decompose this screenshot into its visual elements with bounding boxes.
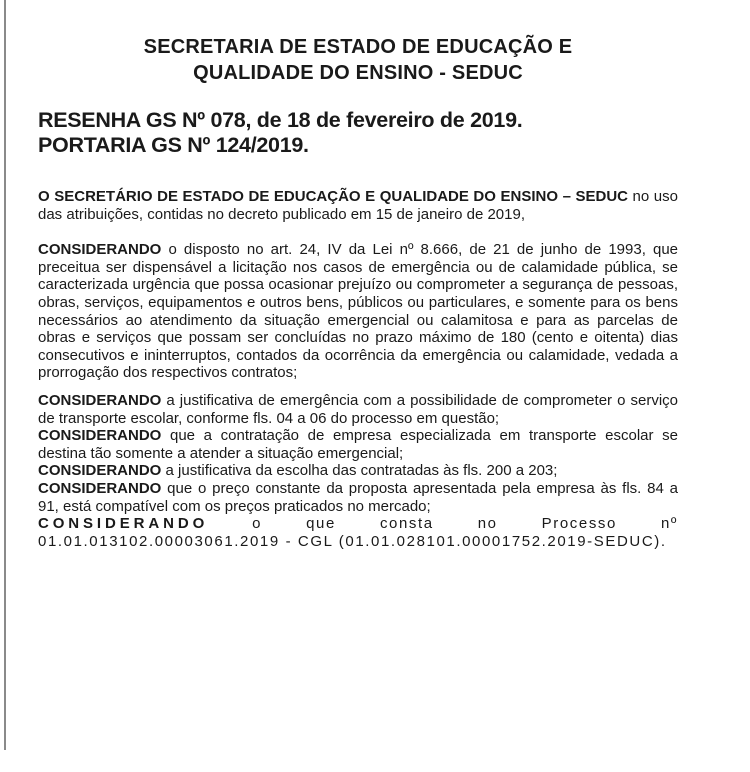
considerando-paragraph bbox=[38, 427, 678, 462]
considerando-text: a justificativa de emergência com a possibilidade de comprometer o serviço de transporte escolar, conforme fls. 04 a 06 do processo em questão; bbox=[38, 391, 678, 427]
considerando-text: que a contratação de empresa especializada em transporte escolar se destina tão somente a atender a situação emergencial; bbox=[38, 427, 678, 462]
considerando-keyword: CONSIDERANDO bbox=[38, 241, 162, 259]
considerando-paragraph bbox=[38, 462, 678, 480]
intro-paragraph bbox=[38, 188, 678, 223]
considerando-keyword: CONSIDERANDO bbox=[38, 391, 162, 409]
considerando-text: que o preço constante da proposta apresentada pela empresa às fls. 84 a 91, está compatível com os preços praticados no mercado; bbox=[38, 479, 678, 515]
agency-header-line-1: SECRETARIA DE ESTADO DE EDUCAÇÃO E bbox=[143, 36, 573, 58]
considerando-keyword: CONSIDERANDO bbox=[38, 462, 162, 480]
considerando-paragraph bbox=[38, 515, 678, 550]
left-margin-rule bbox=[4, 0, 6, 750]
considerando-text: o disposto no art. 24, IV da Lei nº 8.666, de 21 de junho de 1993, que preceitua ser dispensável a licitação nos casos de emergência ou de calamidade pública, se caracterizada urgência que possa ocasionar prejuízo ou comprometer a segurança de pessoas, obras, serviços, equipamentos e outros bens, públicos ou particulares, e somente para os bens necessários ao atendimento da situação emergencial ou calamitosa e para as parcelas de obras e serviços que possam ser concluídas no prazo máximo de 180 (cento e oitenta) dias consecutivos e ininterruptos, contados da ocorrência da emergência ou calamidade, vedada a prorrogação dos respectivos contratos; bbox=[38, 241, 678, 382]
considerando-keyword: CONSIDERANDO bbox=[38, 515, 209, 533]
considerando-text: o que consta no Processo nº 01.01.013102.00003061.2019 - CGL (01.01.028101.00001752.2019-SEDUC). bbox=[38, 515, 678, 550]
document-content bbox=[38, 34, 678, 550]
resenha-title: RESENHA GS Nº 078, de 18 de fevereiro de 2019. bbox=[38, 108, 523, 132]
considerando-keyword: CONSIDERANDO bbox=[38, 427, 162, 445]
considerando-keyword: CONSIDERANDO bbox=[38, 479, 162, 497]
considerando-paragraph bbox=[38, 392, 678, 427]
considerando-paragraph bbox=[38, 480, 678, 515]
portaria-title: PORTARIA GS Nº 124/2019. bbox=[38, 133, 309, 157]
considerando-text: a justificativa da escolha das contratadas às fls. 200 a 203; bbox=[161, 462, 558, 480]
agency-header bbox=[38, 34, 678, 86]
intro-bold-lead: O SECRETÁRIO DE ESTADO DE EDUCAÇÃO E QUALIDADE DO ENSINO – SEDUC bbox=[38, 188, 628, 205]
document-title bbox=[38, 108, 678, 158]
considerando-paragraph bbox=[38, 241, 678, 382]
agency-header-line-2: QUALIDADE DO ENSINO - SEDUC bbox=[193, 62, 523, 84]
intro-text: no uso das atribuições, contidas no decreto publicado em 15 de janeiro de 2019, bbox=[38, 188, 678, 223]
